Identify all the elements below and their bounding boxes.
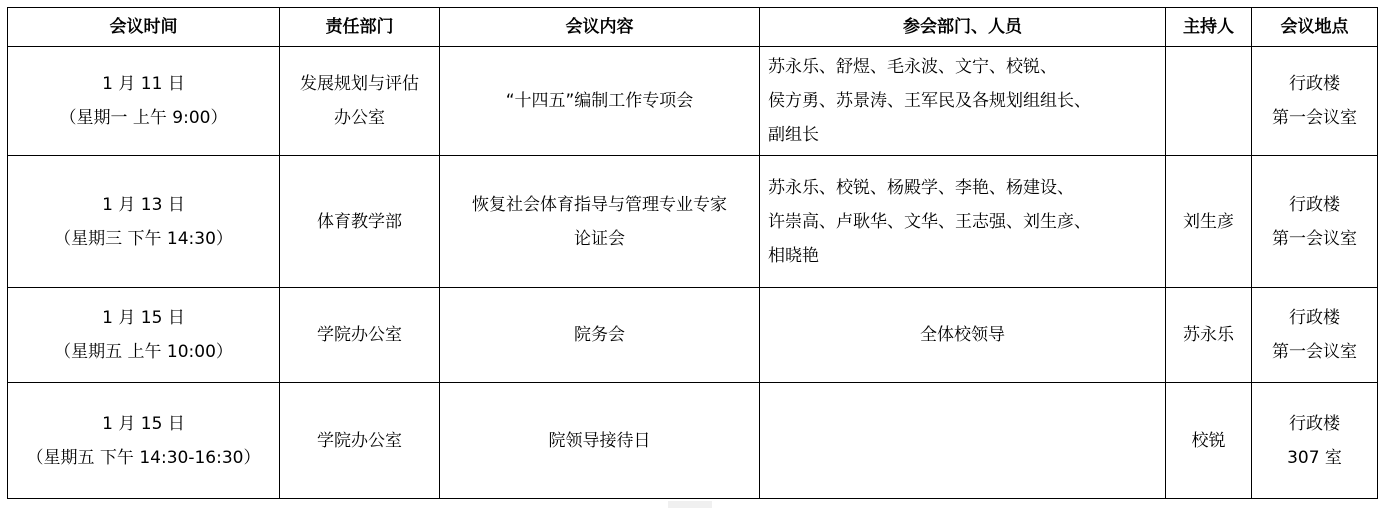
meeting-date: 1 月 15 日: [102, 308, 185, 328]
meeting-date: 1 月 11 日: [102, 74, 185, 94]
header-meeting-content: 会议内容: [440, 8, 760, 47]
host-cell: 苏永乐: [1166, 288, 1252, 383]
meeting-weekday-time: （星期五 下午 14:30-16:30）: [26, 447, 261, 468]
attendees-line: 许崇高、卢耿华、文华、王志强、刘生彦、: [768, 211, 1091, 232]
attendees-line: 侯方勇、苏景涛、王军民及各规划组组长、: [768, 91, 1091, 111]
responsible-dept-cell: [280, 383, 440, 499]
location-building: 行政楼: [1289, 194, 1340, 215]
header-responsible-dept: 责任部门: [280, 8, 440, 47]
scroll-marker: [668, 501, 712, 508]
content-line: 论证会: [574, 228, 625, 249]
responsible-dept-cell: [280, 288, 440, 383]
location-cell: [1252, 288, 1378, 383]
dept-line: 体育教学部: [317, 211, 402, 232]
responsible-dept-cell: [280, 156, 440, 288]
attendees-line: 苏永乐、舒煜、毛永波、文宁、校锐、: [768, 57, 1057, 77]
location-room: 307 室: [1287, 447, 1342, 468]
location-building: 行政楼: [1289, 308, 1340, 328]
content-line: 院领导接待日: [548, 430, 651, 451]
attendees-line: 全体校领导: [920, 325, 1005, 345]
dept-line: 学院办公室: [317, 325, 402, 345]
meeting-content-cell: [440, 288, 760, 383]
attendees-cell: [760, 156, 1166, 288]
attendees-cell: [760, 288, 1166, 383]
content-line: 院务会: [574, 325, 625, 345]
location-building: 行政楼: [1289, 413, 1340, 434]
attendees-line: 苏永乐、校锐、杨殿学、李艳、杨建设、: [768, 177, 1074, 198]
meeting-weekday-time: （星期五 上午 10:00）: [54, 342, 233, 362]
header-row: [8, 8, 1378, 47]
table-row: [8, 383, 1378, 499]
dept-line: 学院办公室: [317, 430, 402, 451]
table-row: [8, 288, 1378, 383]
meeting-time-cell: [8, 156, 280, 288]
dept-line: 发展规划与评估: [300, 74, 419, 94]
meeting-date: 1 月 15 日: [102, 413, 185, 434]
location-cell: [1252, 156, 1378, 288]
attendees-line: 副组长: [768, 125, 819, 145]
dept-line: 办公室: [334, 108, 385, 128]
meeting-content-cell: [440, 156, 760, 288]
meeting-weekday-time: （星期三 下午 14:30）: [54, 228, 233, 249]
content-line: 恢复社会体育指导与管理专业专家: [472, 194, 727, 215]
content-line: “十四五”编制工作专项会: [505, 91, 694, 111]
host-cell: 刘生彦: [1166, 156, 1252, 288]
location-room: 第一会议室: [1272, 108, 1357, 128]
attendees-cell: [760, 383, 1166, 499]
location-room: 第一会议室: [1272, 228, 1357, 249]
host-cell: 校锐: [1166, 383, 1252, 499]
header-attendees: 参会部门、人员: [760, 8, 1166, 47]
host-cell: [1166, 47, 1252, 156]
meeting-time-cell: [8, 383, 280, 499]
attendees-line: 相晓艳: [768, 245, 819, 266]
meeting-content-cell: [440, 383, 760, 499]
location-room: 第一会议室: [1272, 342, 1357, 362]
header-location: 会议地点: [1252, 8, 1378, 47]
meeting-date: 1 月 13 日: [102, 194, 185, 215]
meeting-time-cell: [8, 288, 280, 383]
meeting-content-cell: [440, 47, 760, 156]
location-cell: [1252, 47, 1378, 156]
meeting-time-cell: [8, 47, 280, 156]
table-row: [8, 156, 1378, 288]
location-cell: [1252, 383, 1378, 499]
meeting-weekday-time: （星期一 上午 9:00）: [59, 108, 228, 128]
header-meeting-time: 会议时间: [8, 8, 280, 47]
location-building: 行政楼: [1289, 74, 1340, 94]
attendees-cell: [760, 47, 1166, 156]
meeting-schedule-table: [7, 7, 1378, 499]
responsible-dept-cell: [280, 47, 440, 156]
table-row: [8, 47, 1378, 156]
header-host: 主持人: [1166, 8, 1252, 47]
